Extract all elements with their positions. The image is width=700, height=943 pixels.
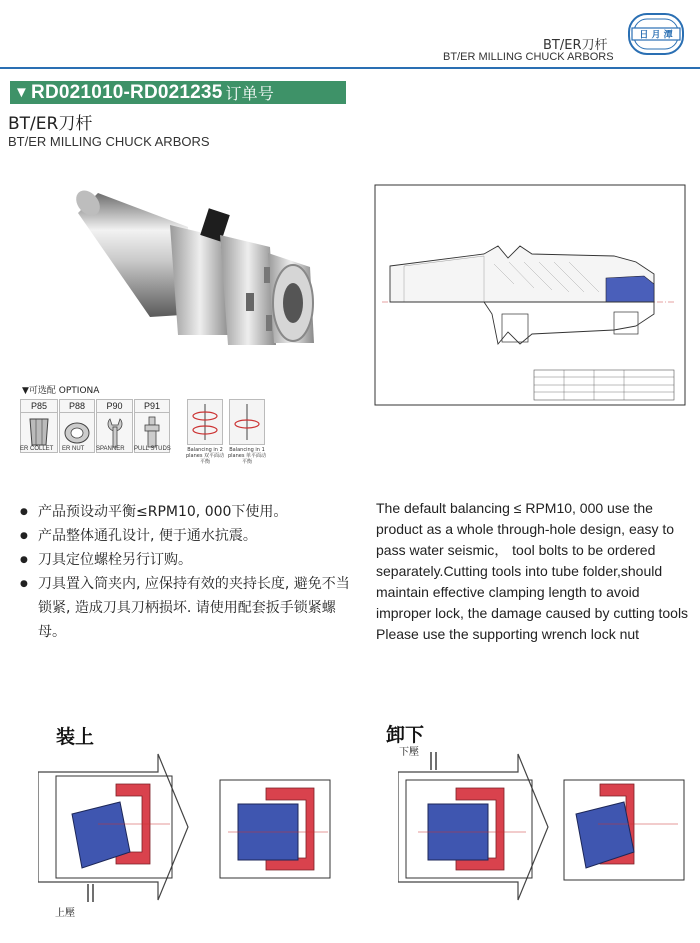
option-code: P91 (135, 400, 169, 413)
header-title-en: BT/ER MILLING CHUCK ARBORS (443, 51, 614, 63)
option-label: ER COLLET (20, 446, 54, 452)
feature-list-cn (20, 500, 360, 644)
header-divider (0, 67, 700, 69)
balancing-icon (230, 400, 264, 444)
options-title: ▼可选配 OPTIONA (22, 386, 100, 396)
technical-drawing (374, 184, 686, 406)
balancing-icon (188, 400, 222, 444)
option-code: P90 (97, 400, 132, 413)
remove-illustration (398, 752, 698, 902)
balancing-label: Balancing in 2 planes 双平面动平衡 (185, 447, 225, 465)
install-illustration (38, 752, 338, 902)
section-title-cn: BT/ER刀杆 (8, 114, 93, 134)
remove-label: 卸下 (386, 724, 425, 746)
balancing-one-plane (229, 399, 265, 445)
list-item: ● 产品整体通孔设计, 便于通水抗震。 (20, 524, 360, 548)
option-p91 (134, 399, 170, 453)
option-p90 (96, 399, 133, 453)
banner-marker: ▼ (14, 84, 30, 101)
order-code-banner (10, 81, 346, 104)
description-en: The default balancing ≤ RPM10, 000 use the product as a whole through-hole design, easy to pass water seismic， tool bolts to be ordered separately.Cutting tools into tube folder,should maintain effective clamping length to avoid improper lock, the damage caused by cutting tools Please use the supporting wrench lock nut (376, 500, 689, 642)
header-title-cn: BT/ER刀杆 (543, 38, 608, 53)
option-label: ER NUT (62, 446, 85, 452)
list-item: ● 刀具置入筒夹内, 应保持有效的夹持长度, 避免不当锁紧, 造成刀具刀柄损坏. 请使用配套扳手锁紧螺母。 (20, 572, 360, 644)
list-item: ● 刀具定位螺栓另行订购。 (20, 548, 360, 572)
install-label: 装上 (56, 726, 95, 748)
option-label: SPANNER (96, 446, 125, 452)
logo-text: 日 月 潭 (639, 30, 673, 41)
option-p85 (20, 399, 58, 453)
press-down-label: 下壓 (399, 747, 419, 758)
press-up-label: 上壓 (55, 908, 75, 919)
product-photo (70, 185, 330, 360)
list-item: ● 产品预设动平衡≤RPM10, 000下使用。 (20, 500, 360, 524)
option-p88 (59, 399, 95, 453)
option-label: PULL STUDS (134, 446, 171, 452)
section-title-en: BT/ER MILLING CHUCK ARBORS (8, 134, 210, 149)
brand-logo (626, 12, 686, 56)
balancing-two-planes (187, 399, 223, 445)
option-code: P88 (60, 400, 94, 413)
option-code: P85 (21, 400, 57, 413)
balancing-label: Balancing in 1 planes 单平面动平衡 (227, 447, 267, 465)
banner-code-range: RD021010-RD021235 (31, 81, 223, 103)
banner-suffix: 订单号 (225, 84, 275, 103)
